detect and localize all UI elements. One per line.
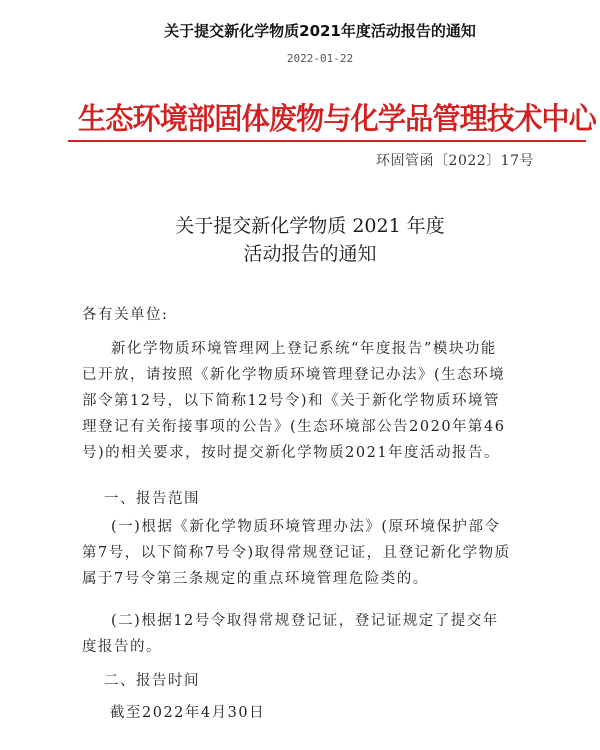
section-heading-scope: 一、报告范围 <box>104 491 200 507</box>
issuer-header: 生态环境部固体废物与化学品管理技术中心 <box>78 102 596 137</box>
document-number: 环固管函〔2022〕17号 <box>376 153 534 169</box>
section-heading-time: 二、报告时间 <box>104 673 200 689</box>
document-title <box>0 212 600 268</box>
scope-item-1: (一)根据《新化学物质环境管理办法》(原环境保护部令第7号，以下简称7号令)取得常规登记证，且登记新化学物质属于7号令第三条规定的重点环境管理危险类的。 <box>82 519 511 587</box>
scope-item-2: (二)根据12号令取得常规登记证，登记证规定了提交年度报告的。 <box>82 613 499 655</box>
salutation: 各有关单位: <box>82 307 169 323</box>
page-title: 关于提交新化学物质2021年度活动报告的通知 <box>164 22 476 40</box>
red-divider-line <box>68 140 586 142</box>
document-title-line-1: 关于提交新化学物质 2021 年度 <box>175 215 445 237</box>
document-title-line-2: 活动报告的通知 <box>243 243 377 265</box>
deadline-text: 截至2022年4月30日 <box>110 705 266 721</box>
publish-date: 2022-01-22 <box>286 52 354 65</box>
paragraph-intro: 新化学物质环境管理网上登记系统“年度报告”模块功能已开放，请按照《新化学物质环境管理登记办法》(生态环境部令第12号，以下简称12号令)和《关于新化学物质环境管理登记有关衔接事项的公告》(生态环境部公告2020年第46号)的相关要求，按时提交新化学物质2021年度活动报告。 <box>82 341 506 461</box>
